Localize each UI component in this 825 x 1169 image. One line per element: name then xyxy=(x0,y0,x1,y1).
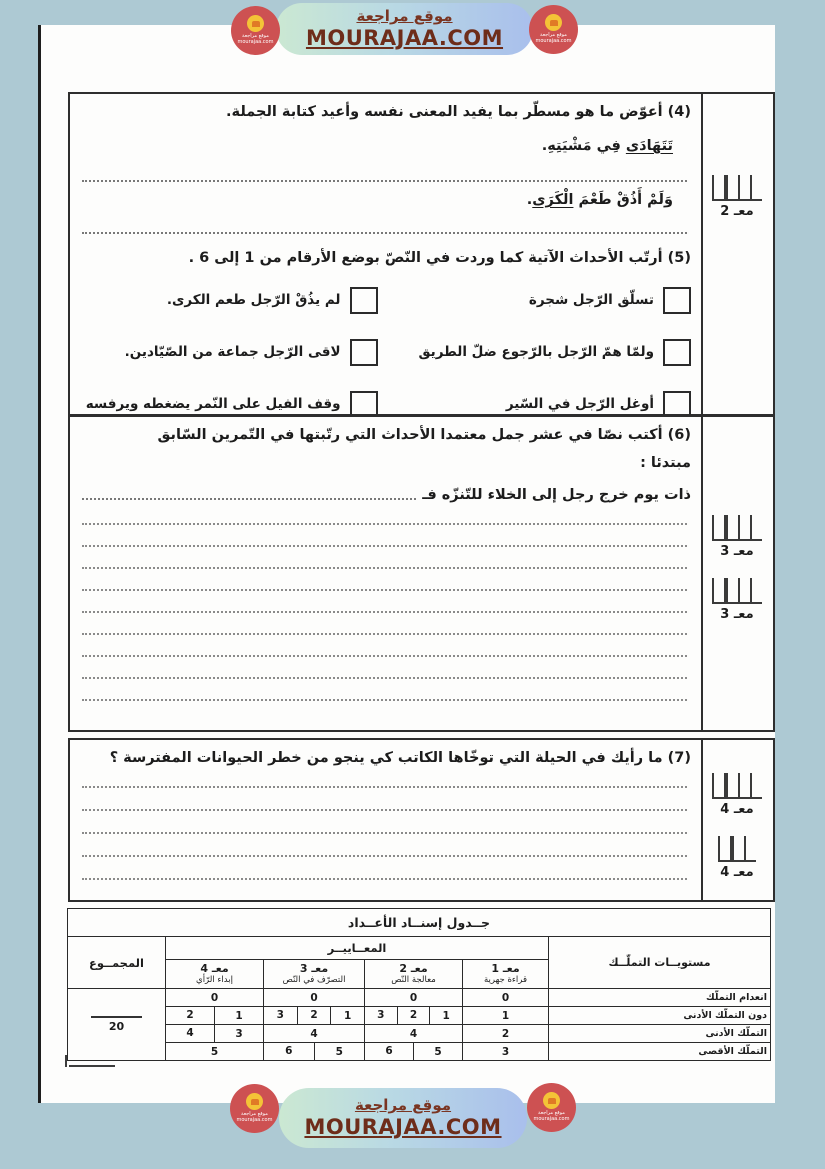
q6-prompt-line-1: (6) أكتب نصّا في عشر جمل معتمدا الأحداث التي رتّبتها في التّمرين السّابق xyxy=(157,427,691,443)
grade-cell xyxy=(365,1043,463,1061)
score-margin-q7 xyxy=(701,740,773,900)
order-checkbox[interactable] xyxy=(350,391,378,418)
event-text: وقف الفيل على النّمر يضغطه ويرفسه xyxy=(85,396,341,412)
score-unit-q7-a xyxy=(709,773,765,817)
answer-line[interactable] xyxy=(82,567,687,569)
q4-sentence-2-pre: وَلَمْ أَذُقْ طَعْمَ xyxy=(573,191,673,208)
grade-cell xyxy=(264,1025,365,1043)
q4-sentence-2-post: . xyxy=(526,191,533,208)
score-unit-q6-b xyxy=(709,578,765,622)
score-unit-q6-a xyxy=(709,515,765,559)
q6-starter-line xyxy=(78,487,691,503)
answer-line[interactable] xyxy=(82,498,416,500)
grade-cell-value: 2 xyxy=(398,1007,431,1024)
logo-text-arabic: موقع مراجعة xyxy=(538,1110,565,1117)
grade-cell-value: 2 xyxy=(501,1027,510,1040)
grade-cell xyxy=(365,1007,463,1025)
criterion-number: 3 xyxy=(720,544,730,559)
criterion-number: 3 xyxy=(720,607,730,622)
q4-underlined-word-2: الْكَرَى xyxy=(532,191,574,208)
criterion-col-2 xyxy=(365,960,463,989)
answer-line[interactable] xyxy=(82,232,687,234)
grade-cell-value: 4 xyxy=(310,1027,318,1040)
score-unit-q7-b xyxy=(709,836,765,880)
criterion-label: معـ xyxy=(733,865,754,880)
score-margin-q6 xyxy=(701,417,773,730)
criterion-score-label xyxy=(709,865,765,880)
table-row xyxy=(67,1007,770,1025)
grade-cell-value: 2 xyxy=(166,1007,215,1024)
answer-line[interactable] xyxy=(82,855,687,857)
table-header-row xyxy=(67,937,770,960)
score-box xyxy=(712,773,762,799)
grade-cell-value: 5 xyxy=(434,1045,442,1058)
grade-cell-value: 0 xyxy=(210,991,219,1004)
table-title-row xyxy=(67,909,770,937)
event-text: لاقى الرّجل جماعة من الصّيّادين. xyxy=(124,344,341,360)
grade-cell-value: 6 xyxy=(365,1043,414,1060)
total-header: المجمــوع xyxy=(67,937,165,989)
level-label: التملّك الأدنى xyxy=(549,1025,771,1043)
score-unit-q4 xyxy=(709,175,765,219)
q4-sentence-1 xyxy=(78,138,673,154)
criterion-label: معـ xyxy=(733,802,754,817)
logo-text-arabic: موقع مراجعة xyxy=(242,33,269,40)
logo-book-icon xyxy=(247,15,264,32)
logo-text-arabic: موقع مراجعة xyxy=(241,1111,268,1118)
logo-text-domain: mourajaa.com xyxy=(533,1116,570,1122)
grade-cell-value: 0 xyxy=(501,991,510,1004)
list-item xyxy=(78,287,378,314)
criterion-number: 4 xyxy=(720,865,730,880)
answer-line[interactable] xyxy=(82,633,687,635)
q5-items-grid xyxy=(78,287,691,418)
site-banner-top xyxy=(276,3,533,55)
answer-line[interactable] xyxy=(82,878,687,880)
logo-text-arabic: موقع مراجعة xyxy=(540,32,567,39)
list-item xyxy=(392,391,692,418)
criterion-number: 4 xyxy=(720,802,730,817)
logo-text-domain: mourajaa.com xyxy=(237,39,274,45)
score-box xyxy=(712,175,762,201)
grade-cell-value: 4 xyxy=(166,1025,215,1042)
answer-line[interactable] xyxy=(82,677,687,679)
q6-prompt-line-2: مبتدئا : xyxy=(640,454,691,471)
grading-table xyxy=(67,908,771,1061)
score-box xyxy=(712,515,762,541)
grade-cell xyxy=(166,989,264,1007)
event-text: ولمّا همّ الرّجل بالرّجوع ضلّ الطريق xyxy=(418,344,654,360)
event-text: تسلّق الرّجل شجرة xyxy=(528,292,654,308)
logo-text-domain: mourajaa.com xyxy=(535,38,572,44)
answer-line[interactable] xyxy=(82,655,687,657)
site-logo-icon xyxy=(529,5,578,54)
grade-cell-value: 1 xyxy=(501,1009,510,1022)
grade-cell-value: 1 xyxy=(235,1009,243,1022)
q6-starter-text: ذات يوم خرج رجل إلى الخلاء للتّنزّه فـ xyxy=(422,486,691,503)
levels-header: مستويــات التملّــك xyxy=(549,937,771,989)
criterion-score-label xyxy=(709,544,765,559)
grading-table-wrap xyxy=(68,908,771,1061)
question-box-4-5 xyxy=(68,92,775,416)
criterion-label: معـ xyxy=(733,607,754,622)
level-label: دون التملّك الأدنى xyxy=(549,1007,771,1025)
criterion-desc: قراءة جهرية xyxy=(483,975,528,986)
grade-cell-value: 2 xyxy=(298,1007,332,1024)
event-text: لم يذُقْ الرّجل طعم الكرى. xyxy=(166,292,341,308)
level-label: التملّك الأقصى xyxy=(549,1043,771,1061)
grade-cell xyxy=(463,1025,549,1043)
answer-line[interactable] xyxy=(82,809,687,811)
order-checkbox[interactable] xyxy=(663,391,691,418)
grade-cell xyxy=(166,1007,264,1025)
answer-line[interactable] xyxy=(82,611,687,613)
answer-line[interactable] xyxy=(82,589,687,591)
level-label: انعدام التملّك xyxy=(549,989,771,1007)
criterion-desc: معالجة النّص xyxy=(391,975,436,986)
grade-cell-value: 6 xyxy=(264,1043,315,1060)
criterion-name: معـ 2 xyxy=(399,962,428,975)
criterion-desc: إبداء الرّأي xyxy=(196,975,233,986)
grade-cell-value: 1 xyxy=(344,1009,352,1022)
site-name-arabic: موقع مراجعة xyxy=(356,7,453,26)
criteria-header: المعــاييــر xyxy=(166,937,549,960)
grade-cell-value: 3 xyxy=(501,1045,510,1058)
criterion-desc: التصرّف في النّص xyxy=(282,975,346,986)
criterion-score-label xyxy=(709,802,765,817)
score-box xyxy=(718,836,756,862)
question-box-6 xyxy=(68,415,775,732)
grading-table-title: جــدول إسنــاد الأعــداد xyxy=(67,909,770,937)
event-text: أوغل الرّجل في السّير xyxy=(505,396,654,412)
list-item xyxy=(78,339,378,366)
grade-cell xyxy=(166,1043,264,1061)
answer-line[interactable] xyxy=(82,180,687,182)
grade-cell-value: 5 xyxy=(210,1045,219,1058)
criterion-name: معـ 1 xyxy=(491,962,520,975)
grade-cell xyxy=(463,1043,549,1061)
list-item xyxy=(392,339,692,366)
grade-cell-value: 3 xyxy=(264,1007,298,1024)
criterion-name: معـ 3 xyxy=(299,962,329,975)
site-domain-link[interactable]: MOURAJAA.COM xyxy=(305,25,504,50)
scan-artifact xyxy=(65,1055,67,1067)
order-checkbox[interactable] xyxy=(350,287,378,314)
grade-cell xyxy=(463,989,549,1007)
grade-cell-value: 0 xyxy=(310,991,318,1004)
grade-cell xyxy=(365,1025,463,1043)
q7-prompt: (7) ما رأيك في الحيلة التي توخّاها الكاتب كي ينجو من خطر الحيوانات المفترسة ؟ xyxy=(109,750,691,766)
list-item xyxy=(392,287,692,314)
order-checkbox[interactable] xyxy=(663,287,691,314)
answer-line[interactable] xyxy=(82,832,687,834)
criterion-col-3 xyxy=(264,960,365,989)
q4-prompt: (4) أعوّض ما هو مسطّر بما يفيد المعنى نفسه وأعيد كتابة الجملة. xyxy=(226,104,691,120)
q4-underlined-word-1: تَتَهَادَى xyxy=(625,137,673,154)
answer-line[interactable] xyxy=(82,523,687,525)
grade-cell-value: 4 xyxy=(409,1027,418,1040)
grade-cell xyxy=(365,989,463,1007)
criterion-number: 2 xyxy=(720,204,730,219)
q4-q5-content xyxy=(70,94,701,414)
site-domain-link[interactable]: MOURAJAA.COM xyxy=(304,1114,502,1139)
score-margin-q4 xyxy=(701,94,773,414)
site-logo-icon xyxy=(231,6,280,55)
score-box xyxy=(712,578,762,604)
criterion-score-label xyxy=(709,204,765,219)
logo-book-icon xyxy=(545,14,562,31)
criterion-col-4 xyxy=(166,960,264,989)
table-row xyxy=(67,1043,770,1061)
site-logo-icon xyxy=(230,1084,279,1133)
answer-line[interactable] xyxy=(82,786,687,788)
q4-sentence-2 xyxy=(78,192,673,208)
grade-cell xyxy=(166,1025,264,1043)
grade-cell xyxy=(264,1007,365,1025)
q7-content xyxy=(70,740,701,900)
logo-book-icon xyxy=(543,1092,560,1109)
table-row xyxy=(67,1025,770,1043)
criterion-name: معـ 4 xyxy=(200,962,229,975)
criterion-col-1 xyxy=(463,960,549,989)
criterion-label: معـ xyxy=(733,544,754,559)
grade-cell xyxy=(463,1007,549,1025)
list-item xyxy=(78,391,378,418)
order-checkbox[interactable] xyxy=(663,339,691,366)
question-box-7 xyxy=(68,738,775,902)
grade-cell-value: 0 xyxy=(409,991,418,1004)
site-name-arabic: موقع مراجعة xyxy=(354,1096,452,1115)
order-checkbox[interactable] xyxy=(350,339,378,366)
grade-cell-value: 5 xyxy=(335,1045,343,1058)
answer-line[interactable] xyxy=(82,545,687,547)
table-row xyxy=(67,989,770,1007)
site-logo-icon xyxy=(527,1083,576,1132)
grade-cell-value: 3 xyxy=(235,1027,243,1040)
grade-cell xyxy=(264,989,365,1007)
worksheet-page xyxy=(38,25,775,1103)
grade-cell xyxy=(264,1043,365,1061)
q6-content xyxy=(70,417,701,730)
logo-text-domain: mourajaa.com xyxy=(236,1117,273,1123)
criterion-label: معـ xyxy=(733,204,754,219)
total-cell xyxy=(67,989,165,1061)
q5-prompt: (5) أرتّب الأحداث الآتية كما وردت في النّصّ بوضع الأرقام من 1 إلى 6 . xyxy=(188,249,691,266)
grade-cell-value: 1 xyxy=(442,1009,450,1022)
logo-book-icon xyxy=(246,1093,263,1110)
site-banner-bottom xyxy=(279,1088,527,1148)
scan-artifact xyxy=(69,1065,115,1067)
criterion-score-label xyxy=(709,607,765,622)
q4-sentence-1-rest: فِي مَشْيَتِهِ. xyxy=(541,137,626,154)
total-value: 20 xyxy=(91,1016,142,1033)
answer-line[interactable] xyxy=(82,699,687,701)
grade-cell-value: 3 xyxy=(365,1007,398,1024)
